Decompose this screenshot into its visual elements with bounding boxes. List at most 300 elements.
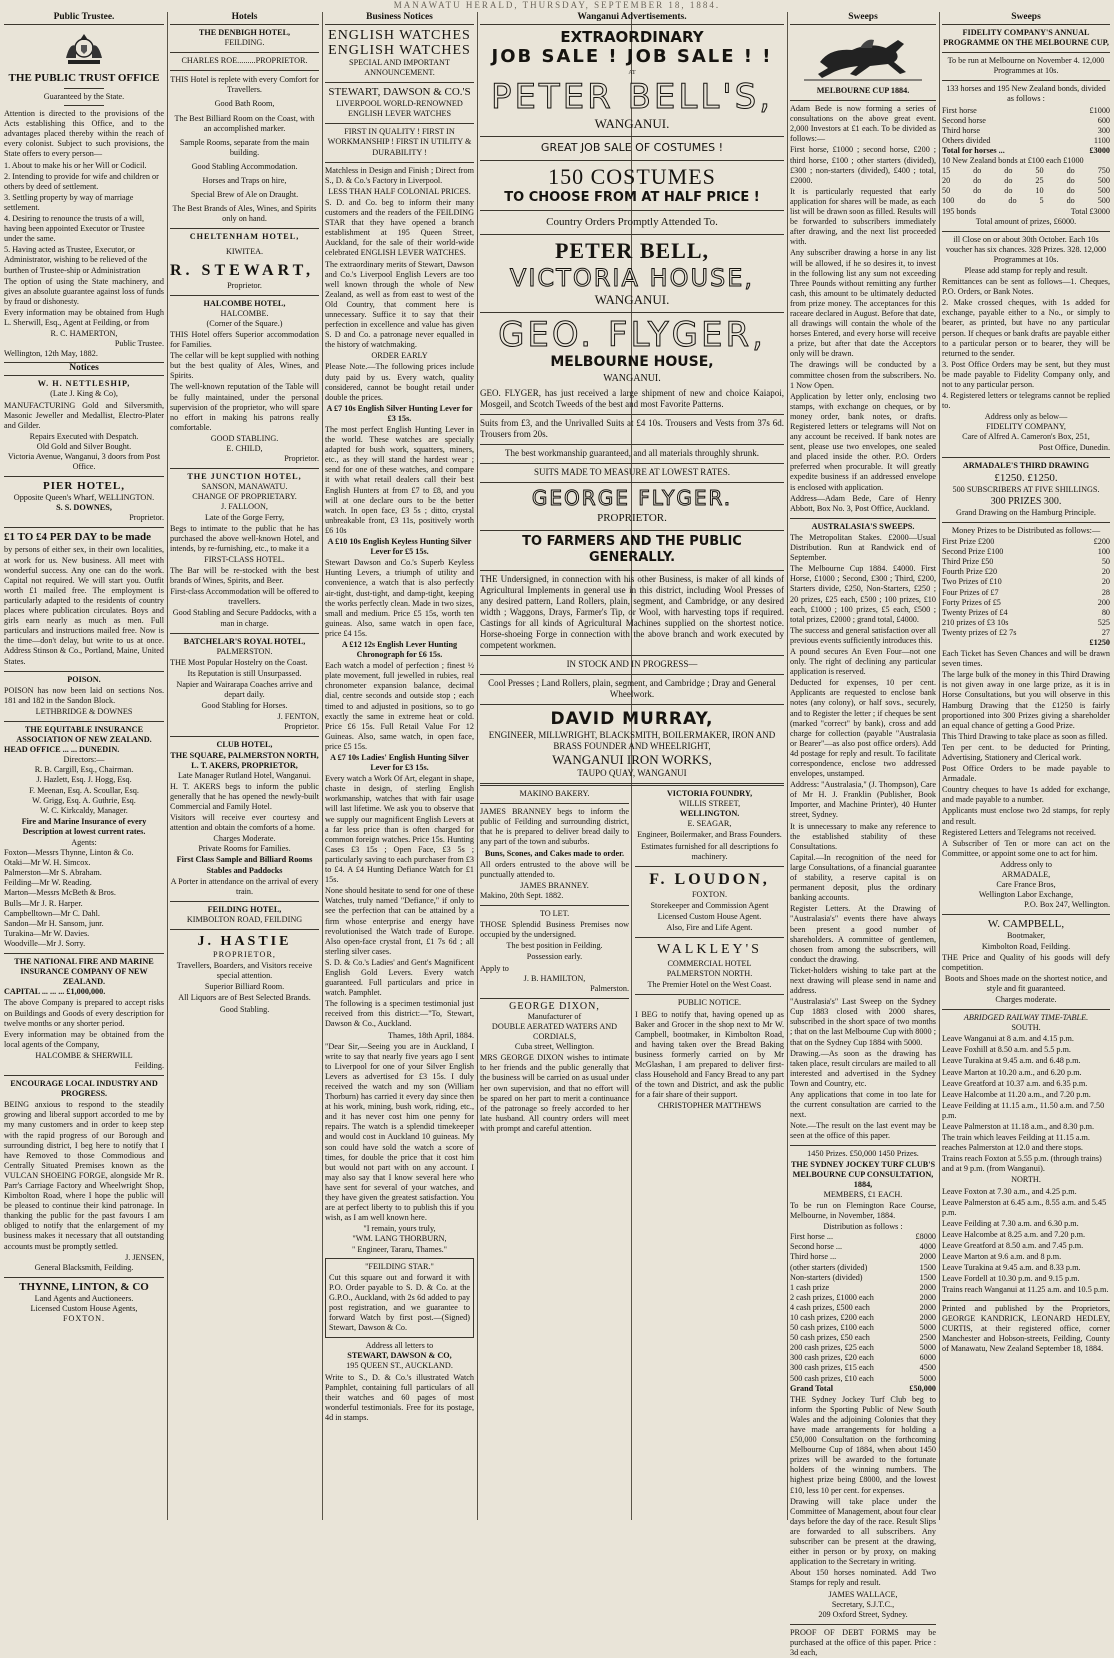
watches-testimonial: "Dear Sir,—Seeing you are in Auckland, I write to say that nearly five years ago I sent to Liverpool for one of your Silver English Levers as advertised for £3 15s. I duly received the watch and my son (William Thorburn) has carried it every day since then at his work, mining, bush work, riding, etc., and it has never cost him one penny for repairs. The watch is a splendid timekeeper and would cost in Auckland 10 guineas. My son could have sold the watch a score of times, for double the price that it cost him but would not part with on any account. I may also say that I know several here who have sent for several of your watches, and they have given the greatest satisfaction. You are at perfect liberty to to publish this if you wish, as I am well known here. <box>325 1041 474 1223</box>
walkley-town: PALMERSTON NORTH. <box>666 969 753 979</box>
racehorse-icon <box>800 28 926 84</box>
sjtc-prize-cell: 10 cash prizes, £200 each <box>790 1312 874 1322</box>
equitable-agent: Campbelltown—Mr C. Dahl. <box>4 908 100 918</box>
makino-body: JAMES BRANNEY begs to inform the public of Feilding and surrounding district, that he is prepared to deliver bread daily to any part of the town and suburbs. <box>480 807 629 847</box>
fidelity-sub: 133 horses and 195 New Zealand bonds, divided as follows : <box>946 84 1106 104</box>
fidelity-horse-row <box>942 126 1110 136</box>
armadale-prize-cell: 28 <box>1101 587 1110 597</box>
flyger-body: GEO. FLYGER, has just received a large shipment of new and choice Kaiapoi, Mosgeil, and Scotch Tweeds of the best and most Favorite Patterns. <box>480 388 784 410</box>
feilding-hotel-name: J. HASTIE <box>197 934 292 950</box>
club-sample: First Class Sample and Billiard Rooms Stables and Paddocks <box>176 855 313 875</box>
armadale-prize-row <box>942 557 1110 567</box>
campbell-charges: Charges moderate. <box>995 994 1057 1004</box>
armadale-prize-row <box>942 567 1110 577</box>
murray-body: THE Undersigned, in connection with his other Business, is maker of all kinds of Agricultural Implements in general use in this district, including Wool Presses of any desired pattern, Land Rollers, plain, segment, and Cambridge, or any desired width ; Waggons, Drays, Farmer's Tip, or Wool, with harvesting tops if required. Castings for all kinds of Agricultural Machines supplied on the shortest notice. Horse-shoeing Forge in connection with the above branch and work executed by competent workmen. <box>480 574 784 651</box>
sjtc-prize-cell: 2000 <box>919 1302 936 1312</box>
trust-date: Wellington, 12th May, 1882. <box>4 349 98 359</box>
sjtc-body: About 150 horses nominated. Add Two Stamps for reply and result. <box>790 1568 936 1588</box>
armadale-prize-cell: Forty Prizes of £5 <box>942 597 1001 607</box>
money-ad-body: by persons of either sex, in their own localities, at work for us. New business. All meet with wonderful success. Any one can do the work. Capital not required. We will start you. Outfit worth £1 mailed free. The employment is particularly adapted to the residents of country places where publication circulates. Boys and girls earn nearly as much as men. Full particulars and instructions mailed free. Now is the time—don't delay, but write to us at once. Address Stinson & Co., Portland, Maine, United States. <box>4 545 164 666</box>
masthead: MANAWATU HERALD, THURSDAY, SEPTEMBER 18, 1884. <box>393 0 721 10</box>
fidelity-bond-cell: do <box>1066 166 1075 176</box>
railway-entry: Leave Fordell at 10.30 p.m. and 9.15 p.m. <box>942 1274 1080 1284</box>
sjtc-prize-cell: Third horse ... <box>790 1252 837 1262</box>
equitable-agent: Bulls—Mr J. R. Harper. <box>4 898 83 908</box>
royal-crest-icon <box>62 28 106 68</box>
watches-address-firm: STEWART, DAWSON & CO, <box>347 1351 452 1361</box>
railway-entry: Trains reach Wanganui at 11.25 a.m. and 10.5 p.m. <box>942 1285 1109 1295</box>
railway-south-list <box>942 1034 1110 1174</box>
public-notice-signature: CHRISTOPHER MATTHEWS <box>657 1101 762 1111</box>
cheltenham-place: KIWITEA. <box>225 246 264 256</box>
club-charges: Charges Moderate. <box>213 834 276 844</box>
armadale-prize-cell: 20 <box>1101 577 1110 587</box>
feilding-hotel-proprietor: PROPRIETOR, <box>213 950 276 960</box>
watches-testimonial-intro: The following is a specimen testimonial just received from this district:—"To, Stewart, Dawson & Co., Auckland. <box>325 999 474 1029</box>
equitable-director: W. Grigg, Esq. A. Guthrie, Esq. <box>32 795 136 805</box>
feilding-hotel-line: Travellers, Boarders, and Visitors receive special attention. <box>176 961 313 981</box>
david-murray: DAVID MURRAY, <box>550 709 714 730</box>
sjtc-prize-row <box>790 1303 936 1313</box>
wanganui-right-subcolumn <box>635 789 784 1135</box>
denbigh-place: FEILDING. <box>224 38 265 48</box>
sjtc-total-value: £50,000 <box>909 1383 936 1393</box>
fidelity-remit: Remittances can be sent as follows—1. Cheques, P.O. Orders, or Bank Notes. <box>942 277 1110 297</box>
equitable-director: W. C. Kirkcaldy, Manager. <box>40 805 128 815</box>
coupon-body: Cut this square out and forward it with P.O. Order payable to S. D. & Co. at the G.P.O., Auckland, with 2s 6d added to pay post registration, and we guarantee to forward Watch by first post.—(Signed) Stewart, Dawson & Co. <box>329 1272 470 1333</box>
railway-entry: Leave Wanganui at 8 a.m. and 4.15 p.m. <box>942 1034 1074 1044</box>
to-let-apply: Apply to <box>480 963 509 973</box>
fidelity-bond-cell: do <box>1008 196 1017 206</box>
nettleship-late: (Late J. King & Co), <box>50 389 118 399</box>
australasia-paragraph: Capital.—In recognition of the need for large Consultations, of a financial guarantee of stability, a reserve capital is on permanent deposit, plus the ordinary banking accounts. <box>790 852 936 903</box>
sjtc-prize-cell: 2 cash prizes, £1000 each <box>790 1292 874 1302</box>
watches-match: Matchless in Design and Finish ; Direct from S., D. & Co.'s Factory in Liverpool. <box>325 165 474 185</box>
sjtc-prize-row <box>790 1313 936 1323</box>
sjtc-prize-table <box>790 1232 936 1383</box>
trust-item: 2. Intending to provide for wife and children or others by deed of settlement. <box>4 171 159 191</box>
batchelar-line: Its Reputation is still Unsurpassed. <box>187 668 302 678</box>
railway-entry: Leave Greatford at 10.37 a.m. and 6.35 p.m. <box>942 1078 1088 1088</box>
sjtc-prize-cell: 4000 <box>919 1242 936 1252</box>
column-sweeps <box>790 12 936 1657</box>
walkley-premier: The Premier Hotel on the West Coast. <box>647 980 772 990</box>
armadale-paragraph: Country cheques to have 1s added for exchange, and made payable to a number. <box>942 785 1110 805</box>
armadale-prize-row <box>942 588 1110 598</box>
watches-title: ENGLISH WATCHES <box>328 28 471 43</box>
melbourne-cup-title: MELBOURNE CUP 1884. <box>816 86 910 95</box>
trust-info: Every information may be obtained from Hugh L. Sherwill, Esq., Agent at Feilding, or from <box>4 307 164 327</box>
watches-paragraph: Every watch a Work Of Art, elegant in shape, chaste in design, of sterling English workmanship, watches that with fair usage will last lifetime. We ask you to observe that we supply our magnificent English Levers at a far less price than is often charged for common foreign watches. Price 15s. Hunting Cases £3 15s ; Open Face, £3 5s ; particularly saving to each purchaser from £3 to £4. A £4 Hunting Defiance Watch for £1 15s. <box>325 774 474 885</box>
armadale-prize-cell: 200 <box>1097 597 1110 607</box>
loudon-trade: Storekeeper and Commission Agent <box>650 900 769 910</box>
public-notice-body: I BEG to notify that, having opened up as Baker and Grocer in the shop next to Mr W. Campbell, bootmaker, in Kimbolton Road, and having taken over the Bread Baking business formerly carried on by Mr McGlashan, I am prepared to deliver first-class Household and Fancy Bread to any part of the town and District, and ask the public for a fair share of their support. <box>635 1009 784 1100</box>
fidelity-bond-cell: 20 <box>942 176 951 186</box>
trust-signature: R. C. HAMERTON, <box>50 329 118 339</box>
makino-date: Makino, 20th Sept. 1882. <box>480 890 564 900</box>
armadale-subscribers: 500 SUBSCRIBERS AT FIVE SHILLINGS. <box>952 484 1100 494</box>
armadale-prizes: 300 PRIZES 300. <box>990 495 1062 507</box>
fidelity-rule: 4. Registered letters or telegrams cannot be replied to. <box>942 391 1110 411</box>
fidelity-rule: 2. Make crossed cheques, with 1s added for exchange, payable either to a No., or simply to bearer, as printed, but have no any particular person. If cheques or bank drafts are payable either to a particular person or to bearer, they will be returned to the sender. <box>942 298 1110 358</box>
victoria-foundry-title: VICTORIA FOUNDRY, <box>666 789 753 799</box>
batchelar-signature-title: Proprietor. <box>284 722 319 732</box>
halcombe-line: The cellar will be kept supplied with nothing but the best quality of Ales, Wines, and Spirits. <box>170 351 319 381</box>
trust-signature-title: Public Trustee. <box>114 339 164 349</box>
sjtc-distribution: Distribution as follows : <box>823 1222 903 1232</box>
farmers-heading: TO FARMERS AND THE PUBLIC GENERALLY. <box>522 534 742 566</box>
encourage-heading: ENCOURAGE LOCAL INDUSTRY AND PROGRESS. <box>10 1079 158 1099</box>
cheltenham-title: CHELTENHAM HOTEL, <box>189 232 300 242</box>
to-let-body: THOSE Splendid Business Premises now occupied by the undersigned. <box>480 920 629 940</box>
victoria-foundry-name: E. SEAGAR, <box>687 819 732 829</box>
encourage-signature: J. JENSEN, <box>125 1252 164 1262</box>
watches-coupon[interactable] <box>325 1258 474 1339</box>
section-header: Notices <box>4 362 164 376</box>
railway-entry: Leave Foxton at 7.30 a.m., and 4.25 p.m. <box>942 1186 1077 1196</box>
column-rule <box>787 12 788 1520</box>
armadale-title: ARMADALE'S THIRD DRAWING <box>962 460 1090 470</box>
sjtc-prize-cell: 2000 <box>919 1252 936 1262</box>
wanganui-label: WANGANUI. <box>603 373 661 385</box>
sjtc-prize-cell: 500 cash prizes, £10 each <box>790 1373 874 1383</box>
sjtc-prize-row <box>790 1333 936 1343</box>
armadale-prize-cell: 27 <box>1101 627 1110 637</box>
fidelity-bond-cell: 50 <box>1035 166 1044 176</box>
fidelity-bond-cell: 50 <box>942 186 951 196</box>
watches-offer: A £7 10s English Silver Hunting Lever for £3 15s. <box>326 403 473 423</box>
australasia-paragraph: Ticket-holders wishing to take part at the next drawing will please send in name and address. <box>790 965 936 996</box>
sjtc-signature-title: Secretary, S.J.T.C., <box>831 1599 895 1609</box>
halcombe-line: The well-known reputation of the Table will be fully maintained, under the personal supervision of the proprietor, who will spare no effort in making his patrons really comfortable. <box>170 382 319 432</box>
australasia-paragraph: The Melbourne Cup 1884. £4000. First Horse, £1000 ; Second, £300 ; Third, £200, Starters divide, £250, Non-Starters, £250 ; 20 prizes, £25 each, £500 ; 100 prizes, £10 each, £1000 ; 100 prizes, £5 each, £500 ; total prizes, £2000 ; grand total, £4000. <box>790 564 936 624</box>
batchelar-title: BATCHELAR'S ROYAL HOTEL, <box>183 636 306 646</box>
club-late: Late Manager Rutland Hotel, Wanganui. <box>178 770 311 780</box>
railway-entry: Leave Marton at 10.20 a.m., and 6.20 p.m. <box>942 1067 1082 1077</box>
fidelity-bonds-label: 195 bonds <box>942 206 976 216</box>
sjtc-prize-cell: 2000 <box>919 1292 936 1302</box>
national-fire-signature-town: Feilding. <box>134 1060 164 1070</box>
denbigh-line: Good Bath Room, <box>214 99 275 109</box>
trust-office-subtitle: Guaranteed by the State. <box>43 92 125 101</box>
watches-paragraph: None should hesitate to send for one of these Watches, truly named "Defiance," if only to see the perfection that can be attained by a firm whose enterprise and energy have revolutionised the Watch trade of Europe. Also open-face crystal front, £1 7s 6d ; all sterling silver cases. <box>325 886 474 956</box>
fidelity-horse-cell: Others divided <box>942 135 991 145</box>
armadale-money: Money Prizes to be Distributed as follows:— <box>951 525 1101 535</box>
equitable-title: THE EQUITABLE INSURANCE ASSOCIATION OF NEW ZEALAND. <box>16 724 152 745</box>
sjtc-prize-cell: 1 cash prize <box>790 1282 830 1292</box>
halcombe-stabling: GOOD STABLING. <box>210 433 279 443</box>
fidelity-total-value: £3000 <box>1089 145 1110 155</box>
equitable-agent: Turakina—Mr W. Davies. <box>4 928 90 938</box>
watches-offer: A £12 12s English Lever Hunting Chronograph for £6 15s. <box>341 639 458 660</box>
nettleship-repairs: Repairs Executed with Despatch. <box>29 431 139 441</box>
junction-accommodation: First-class Accommodation will be offered to travellers. <box>170 587 319 607</box>
feilding-hotel-place: KIMBOLTON ROAD, FEILDING <box>186 914 303 924</box>
fidelity-total-prizes: Total amount of prizes, £6000. <box>975 216 1077 226</box>
fidelity-horse-cell: First horse <box>942 105 977 115</box>
equitable-director: R. B. Cargill, Esq., Chairman. <box>34 765 134 775</box>
armadale-paragraph: Registered Letters and Telegrams not received. <box>942 827 1096 837</box>
fidelity-bond-cell: 100 <box>942 196 955 206</box>
extraordinary: EXTRAORDINARY <box>560 28 704 46</box>
watches-testimonial-date: Thames, 18th April, 1884. <box>388 1030 474 1040</box>
junction-late: Late of the Gorge Ferry, <box>204 512 285 522</box>
fidelity-bond-cell: 5 <box>1039 196 1044 206</box>
sjtc-prize-row <box>790 1283 936 1293</box>
public-notice-title: PUBLIC NOTICE. <box>677 998 742 1008</box>
armadale-prize-cell: Two Prizes of £10 <box>942 577 1002 587</box>
fidelity-post-office: Post Office, Dunedin. <box>1038 442 1110 452</box>
fidelity-bond-cell: 500 <box>1097 196 1110 206</box>
coupon-title: "FEILDING STAR." <box>365 1261 434 1271</box>
fidelity-bond-cell: do <box>977 196 986 206</box>
equitable-director: J. Hazlett, Esq. J. Hogg, Esq. <box>36 775 132 785</box>
wanganui-label: WANGANUI. <box>594 292 670 308</box>
half-price-heading: TO CHOOSE FROM AT HALF PRICE ! <box>504 190 760 206</box>
watches-title: ENGLISH WATCHES <box>328 43 471 58</box>
fidelity-total-label: Total for horses ... <box>942 145 1005 155</box>
column-rule <box>322 12 323 1520</box>
sjtc-body: THE Sydney Jockey Turf Club beg to inform the Sporting Public of New South Wales and the adjoining Colonies that they have made arrangements for holding a £50,000 Consultation on the forthcoming Melbourne Cup of 1884, when about 1450 prizes will be awarded to the fortunate holders of the winning numbers. The highest prize being £8000, and the lowest £10, less 10 per cent. for expenses. <box>790 1394 936 1495</box>
sjtc-title: THE SYDNEY JOCKEY TURF CLUB'S MELBOURNE CUP CONSULTATION, 1884, <box>790 1159 936 1189</box>
railway-title: ABRIDGED RAILWAY TIME-TABLE. <box>963 1013 1089 1023</box>
club-place: THE SQUARE, PALMERSTON NORTH, <box>170 750 319 760</box>
thynne-licence: Licensed Custom House Agents, <box>30 1303 138 1313</box>
trust-office-title: THE PUBLIC TRUST OFFICE <box>8 72 160 84</box>
sjtc-prize-row <box>790 1323 936 1333</box>
watches-address-street: 195 QUEEN ST., AUCKLAND. <box>346 1361 453 1371</box>
club-private: Private Rooms for Families. <box>198 844 291 854</box>
railway-north: NORTH. <box>1011 1175 1041 1185</box>
armadale-prize-row <box>942 608 1110 618</box>
watches-address-tail: Write to S., D. & Co.'s illustrated Watch Pamphlet, containing full particulars of all their watches and 60 pages of most wonderful testimonials. Free for its postage, 4d in stamps. <box>325 1372 474 1422</box>
pier-hotel-sub: Opposite Queen's Wharf, WELLINGTON. <box>13 493 155 503</box>
melbourne-cup-body: Any subscriber drawing a horse in any list will be allowed, if he so desires it, to invest in the following list any sum not exceeding Three Pounds without remitting any further cash, this amount to be ultimately deducted from prize money. The acceptances for this raceare declared in August. Before that date, all drawings will contain the whole of the horses Entered, and every horse will receive a prize, but after that date the Acceptors only will be drawn. <box>790 248 936 359</box>
section-header: Wanganui Advertisements. <box>480 12 784 25</box>
denbigh-line: Horses and Traps on hire, <box>202 176 287 186</box>
armadale-paragraph: This Third Drawing to take place as soon as filled. <box>942 731 1108 741</box>
poison-body: POISON has now been laid on sections Nos. 181 and 182 in the Sandon Block. <box>4 685 164 705</box>
australasia-paragraph: Note.—The result on the last event may be seen at the office of this paper. <box>790 1121 936 1141</box>
equitable-agent: Sandon—Mr H. Sansom, junr. <box>4 918 104 928</box>
batchelar-place: PALMERSTON. <box>216 646 273 656</box>
fidelity-bond-table <box>942 166 1110 206</box>
sjtc-prize-cell: 300 cash prizes, £20 each <box>790 1353 874 1363</box>
campbell-body: Boots and Shoes made on the shortest notice, and style and fit guaranteed. <box>944 973 1108 993</box>
fidelity-bond-cell: 500 <box>1097 186 1110 196</box>
railway-north-list <box>942 1187 1110 1296</box>
railway-entry: Trains reach Foxton at 5.55 p.m. (through trains) and at 9 p.m. (from Wanganui). <box>942 1154 1102 1174</box>
armadale-box: P.O. Box 247, Wellington. <box>1024 900 1110 910</box>
dixon-title: GEORGE DIXON, <box>509 1000 600 1012</box>
fidelity-bond-cell: do <box>1004 186 1013 196</box>
feilding-hotel-line: Good Stabling. <box>219 1004 270 1014</box>
sjtc-address: 209 Oxford Street, Sydney. <box>818 1609 908 1619</box>
armadale-care: Care France Bros, <box>996 880 1056 890</box>
equitable-agents-label: Agents: <box>71 838 97 847</box>
sjtc-prize-cell: 1500 <box>919 1272 936 1282</box>
dixon-products: DOUBLE AERATED WATERS AND CORDIALS, <box>491 1021 618 1042</box>
fidelity-nz-bonds: 10 New Zealand bonds at £100 each £1000 <box>942 156 1084 166</box>
sjtc-prize-cell: 2000 <box>919 1282 936 1292</box>
club-body: H. T. AKERS begs to inform the public generally that he has opened the newly-built Commercial and Family Hotel. <box>170 781 319 811</box>
printer-imprint: Printed and published by the Proprietors, GEORGE KANDRICK, LEONARD HEDLEY, CURTIS, at their registered office, corner Manchester and Hobson-streets, Feilding, County of Manawatu, New Zealand September 18, 1884. <box>942 1303 1110 1353</box>
watches-less: LESS THAN HALF COLONIAL PRICES. <box>328 186 471 196</box>
poison-heading: POISON. <box>67 674 101 684</box>
section-header: Hotels <box>170 12 319 25</box>
batchelar-line: Good Stabling for Horses. <box>201 701 288 711</box>
sjtc-prize-cell: 1500 <box>919 1262 936 1272</box>
campbell-road: Kimbolton Road, Feilding. <box>981 941 1071 951</box>
fidelity-horse-cell: Third horse <box>942 125 980 135</box>
pier-hotel-proprietor-title: Proprietor. <box>129 513 164 523</box>
watches-paragraph: Each watch a model of perfection ; finest ½ plate movement, full jewelled in rubies, real chronometer expansion balance, decimal dial, centre seconds and outside stop ; each timed to and adjusted in positions, so to go exactly the same in extreme heat or cold. Price £6 15s. Full Retail Value For 12 Guineas. Also, same watch, in open face, price £5 15s. <box>325 661 474 751</box>
fidelity-bonds-row <box>942 207 1110 217</box>
encourage-body: BEING anxious to respond to the steadily growing and liberal support accorded to me by my many customers and in order to keep step with the rapid progress of our Borough and surrounding district, I beg here to notify that I have Removed to those Commodious and Centrally Situated Premises known as the VULCAN SHOEING FORGE, alongside Mr R. Parr's Carriage Factory and Wheelwright Shop, Kimbolton Road, where I hope the public will be pleased to continue their kind patronage. In thanking the public for the past favours I am obliged to notify that the enlargement of my business makes it necessary that all outstanding accounts must be promptly settled. <box>4 1100 164 1251</box>
watches-special: SPECIAL AND IMPORTANT ANNOUNCEMENT. <box>349 58 450 78</box>
cheltenham-proprietor-title: Proprietor. <box>227 280 262 290</box>
sjtc-signature: JAMES WALLACE, <box>828 1589 898 1599</box>
campbell-body: THE Price and Quality of his goods will defy competition. <box>942 952 1110 972</box>
sjtc-prize-row <box>790 1232 936 1242</box>
victoria-foundry-estimates: Estimates furnished for all descriptions fo machinery. <box>640 841 779 861</box>
fidelity-bond-cell: do <box>973 176 982 186</box>
to-let-position: The best position in Feilding. <box>506 941 603 951</box>
sjtc-prize-cell: 50 cash prizes, £100 each <box>790 1323 874 1333</box>
sjtc-total-label: Grand Total <box>790 1383 833 1393</box>
to-let-possession: Possession early. <box>526 952 583 962</box>
makino-orders: All orders entrusted to the above will be punctually attended to. <box>480 859 629 879</box>
column-rule <box>477 12 478 1520</box>
george-flyger: GEORGE FLYGER. <box>531 486 733 511</box>
denbigh-line: Special Brew of Ale on Draught. <box>190 190 299 200</box>
australasia-paragraph: It is unnecessary to make any reference to the established stability of these Consultations. <box>790 821 936 851</box>
railway-entry: The train which leaves Feilding at 11.15 a.m. reaches Palmerston at 12.0 and there stops. <box>942 1133 1090 1153</box>
fidelity-horse-row <box>942 136 1110 146</box>
watches-paragraph: The most perfect English Hunting Lever in the world. These watches are specially adapted for bush work, squatters, miners, etc., as they will stand the hardest wear ; send for one of these watches, and compare it with what retail dealers call their best English Hunters at from £7 to £8, and you will at one declare ours to be the better watch. In open face, £3 5s ; ditto, crystal unbreakable front, £3 11s, positively worth £6 10s <box>325 425 474 535</box>
australasia-paragraph: Deducted for expenses, 10 per cent. Applicants are requested to enclose bank notes (any colony), or half sovs., securely, and to Register the letter ; if cheques be sent (marked "correct" by bank), cross and add charge for collection (payable "Australasia or Bearer"—as also post office orders). Add 4d postage for reply and result. To facilitate correspondence, enclose two addressed envelopes, unstamped. <box>790 678 936 779</box>
watches-paragraph: S. D. and Co. beg to inform their many customers and the readers of the FEILDING STAR that they have opened a branch establishment at 195 Queen Street, Auckland, for the sale of their world-wide celebrated ENGLISH LEVER WATCHES. <box>325 197 474 258</box>
fidelity-horse-table <box>942 106 1110 146</box>
loudon-town: FOXTON. <box>691 889 728 899</box>
wanganui-label: WANGANUI. <box>594 116 670 132</box>
dixon-body: MRS GEORGE DIXON wishes to intimate to her friends and the public generally that the business will be carried on as usual under her own supervision, and that no effort will be spared on her part to merit a continuance of the patronage so freely accorded to her late husband. All country orders will meet with prompt and careful attention. <box>480 1053 629 1133</box>
armadale-prize-cell: 210 prizes of £3 10s <box>942 617 1009 627</box>
railway-entry: Leave Feilding at 11.15 a.m., 11.50 a.m. and 7.50 p.m. <box>942 1100 1105 1120</box>
australasia-paragraph: "Australasia's" Last Sweep on the Sydney Cup 1883 closed with 2000 shares, subscribed in the short space of two months ; that on the last Melbourne Cup with 8000 ; that on the Sydney Cup 1884 with 5000. <box>790 997 936 1047</box>
murray-stock-body: Cool Presses ; Land Rollers, plain, segment, and Cambridge ; Dray and General Wheelwork. <box>488 678 776 700</box>
armadale-prize-cell: 20 <box>1101 567 1110 577</box>
pier-hotel-title: PIER HOTEL, <box>43 480 125 493</box>
fidelity-horse-cell: Second horse <box>942 115 986 125</box>
nettleship-address: Victoria Avenue, Wanganui, 3 doors from Post Office. <box>7 452 161 472</box>
melbourne-cup-body: Application by letter only, enclosing two stamps, with exchange on cheques, or by money order, bank notes, or drafts. Registered letters or telegrams will Not on any account be received. If bank notes are sent, please use two envelopes, one sealed and placed inside the other. P.O. Orders preferred when procurable. It will greatly expedite business if an addressed envelope is enclosed with application. <box>790 391 936 492</box>
sjtc-prize-cell: 2500 <box>919 1333 936 1343</box>
national-fire-signature: HALCOMBE & SHERWILL <box>35 1050 133 1060</box>
sjtc-prize-row <box>790 1374 936 1384</box>
melbourne-cup-body: The drawings will be conducted by a committee chosen from the subscribers. No. 1 Now Open. <box>790 360 936 390</box>
fidelity-bond-cell: do <box>1066 186 1075 196</box>
armadale-prize-row <box>942 547 1110 557</box>
dixon-street: Cuba street, Wellington. <box>514 1042 595 1052</box>
fidelity-bond-cell: do <box>1066 176 1075 186</box>
fidelity-total-row <box>942 146 1110 156</box>
trust-option: The option of using the State machinery, and gives an absolute guarantee against loss of funds by fraud or dishonesty. <box>4 276 164 306</box>
batchelar-signature: J. FENTON, <box>277 712 319 722</box>
sjtc-body: Drawing will take place under the Committee of Management, about four clear days before the day of the race. Result Slips are forwarded to all subscribers. Any subscriber can be present at the drawing, either in person or by proxy, on making application to the Secretary in writing. <box>790 1496 936 1567</box>
fidelity-horse-cell: £1000 <box>1089 105 1110 115</box>
fidelity-care: Care of Alfred A. Cameron's Box, 251, <box>962 432 1090 442</box>
armadale-prize-cell: 80 <box>1101 607 1110 617</box>
flyger-proprietor: PROPRIETOR. <box>597 512 667 525</box>
armadale-prize-cell: Twenty Prizes of £4 <box>942 607 1008 617</box>
costumes-heading: 150 COSTUMES <box>548 164 716 190</box>
armadale-prize-cell: 50 <box>1101 557 1110 567</box>
junction-stabling: Good Stabling and Secure Paddocks, with a man in charge. <box>172 608 317 628</box>
armadale-prize-cell: Four Prizes of £7 <box>942 587 999 597</box>
trust-item: 1. About to make his or her Will or Codicil. <box>4 160 147 170</box>
sjtc-prize-cell: 4 cash prizes, £500 each <box>790 1302 870 1312</box>
denbigh-line: The Best Brands of Ales, Wines, and Spirits only on hand. <box>172 204 317 224</box>
column-wanganui <box>480 12 784 1520</box>
armadale-paragraph: The large bulk of the money in this Third Drawing is not given away in one large prize, as it is in Horse Consultations, but you will observe in this Hamburg Drawing that the £1250 is fairly proportioned into 300 Prizes giving a shareholder an equal chance of getting a Good Prize. <box>942 670 1110 730</box>
murray-stock: IN STOCK AND IN PROGRESS— <box>566 659 698 670</box>
fidelity-bond-row <box>942 176 1110 186</box>
fidelity-bond-cell: 750 <box>1097 166 1110 176</box>
sjtc-prize-row <box>790 1263 936 1273</box>
railway-entry: Leave Palmerston at 11.18 a.m., and 8.30 p.m. <box>942 1122 1095 1131</box>
equitable-directors-label: Directors:— <box>63 755 105 765</box>
victoria-foundry-town: WELLINGTON. <box>679 809 740 819</box>
sjtc-prize-cell: 5000 <box>919 1373 936 1383</box>
nettleship-name: W. H. NETTLESHIP, <box>37 379 131 389</box>
encourage-signature-title: General Blacksmith, Feilding. <box>34 1262 134 1272</box>
melbourne-house: MELBOURNE HOUSE, <box>550 354 714 371</box>
armadale-prize-row <box>942 537 1110 547</box>
armadale-prize-cell: Second Prize £100 <box>942 547 1004 557</box>
melbourne-cup-body: It is particularly requested that early application for shares will be made, as each list will be drawn soon as filled. Results will be forwarded to subscribers immediately after drawing, and the next list proceeded with. <box>790 186 936 247</box>
murray-trade: ENGINEER, MILLWRIGHT, BLACKSMITH, BOILERMAKER, IRON AND BRASS FOUNDER AND WHEELRIGHT, <box>488 730 776 752</box>
armadale-paragraph: Ten per cent. to be deducted for Printing, Advertising, Stationery and Clerical work. <box>942 742 1110 762</box>
fidelity-stamp: Please add stamp for reply and result. <box>964 265 1088 275</box>
equitable-agent: Woodville—Mr J. Sorry. <box>4 938 86 948</box>
column-rule <box>167 12 168 1520</box>
junction-place: SANSON, MANAWATU. <box>201 482 288 492</box>
to-let-signature: J. B. HAMILTON, <box>523 973 586 983</box>
fidelity-run: To be run at Melbourne on November 4. 12,000 Programmes at 10s. <box>947 56 1105 76</box>
makino-signature: JAMES BRANNEY. <box>520 880 589 890</box>
fidelity-bond-row <box>942 166 1110 176</box>
sjtc-prize-row <box>790 1293 936 1303</box>
junction-name: J. FALLOON, <box>221 502 268 512</box>
fidelity-rule: 3. Post Office Orders may be sent, but they must be made payable to Fidelity Company only, and not to any particular person. <box>942 359 1110 389</box>
watches-address-label: Address all letters to <box>365 1341 434 1351</box>
watches-testimonial-name: "WM. LANG THORBURN, <box>352 1234 447 1244</box>
railway-south: SOUTH. <box>1011 1023 1041 1033</box>
fidelity-horse-row <box>942 116 1110 126</box>
sjtc-total-row <box>790 1384 936 1394</box>
armadale-address-label: Address only to <box>1000 859 1052 869</box>
fidelity-title: FIDELITY COMPANY'S ANNUAL PROGRAMME ON THE MELBOURNE CUP, <box>943 28 1109 48</box>
australasia-paragraph: The success and general satisfaction over all previous events sufficiently introduces this. <box>790 625 936 645</box>
sjtc-prize-cell: 50 cash prizes, £50 each <box>790 1333 870 1343</box>
club-visitors: Visitors will receive ever courtesy and attention and obtain the comforts of a home. <box>170 813 319 833</box>
column-business-notices <box>325 12 474 1520</box>
halcombe-place: HALCOMBE. <box>220 308 269 318</box>
armadale-prize-table <box>942 537 1110 638</box>
dixon-manufacturer: Manufacturer of <box>527 1011 582 1021</box>
great-job-sale: GREAT JOB SALE OF COSTUMES ! <box>540 141 724 155</box>
